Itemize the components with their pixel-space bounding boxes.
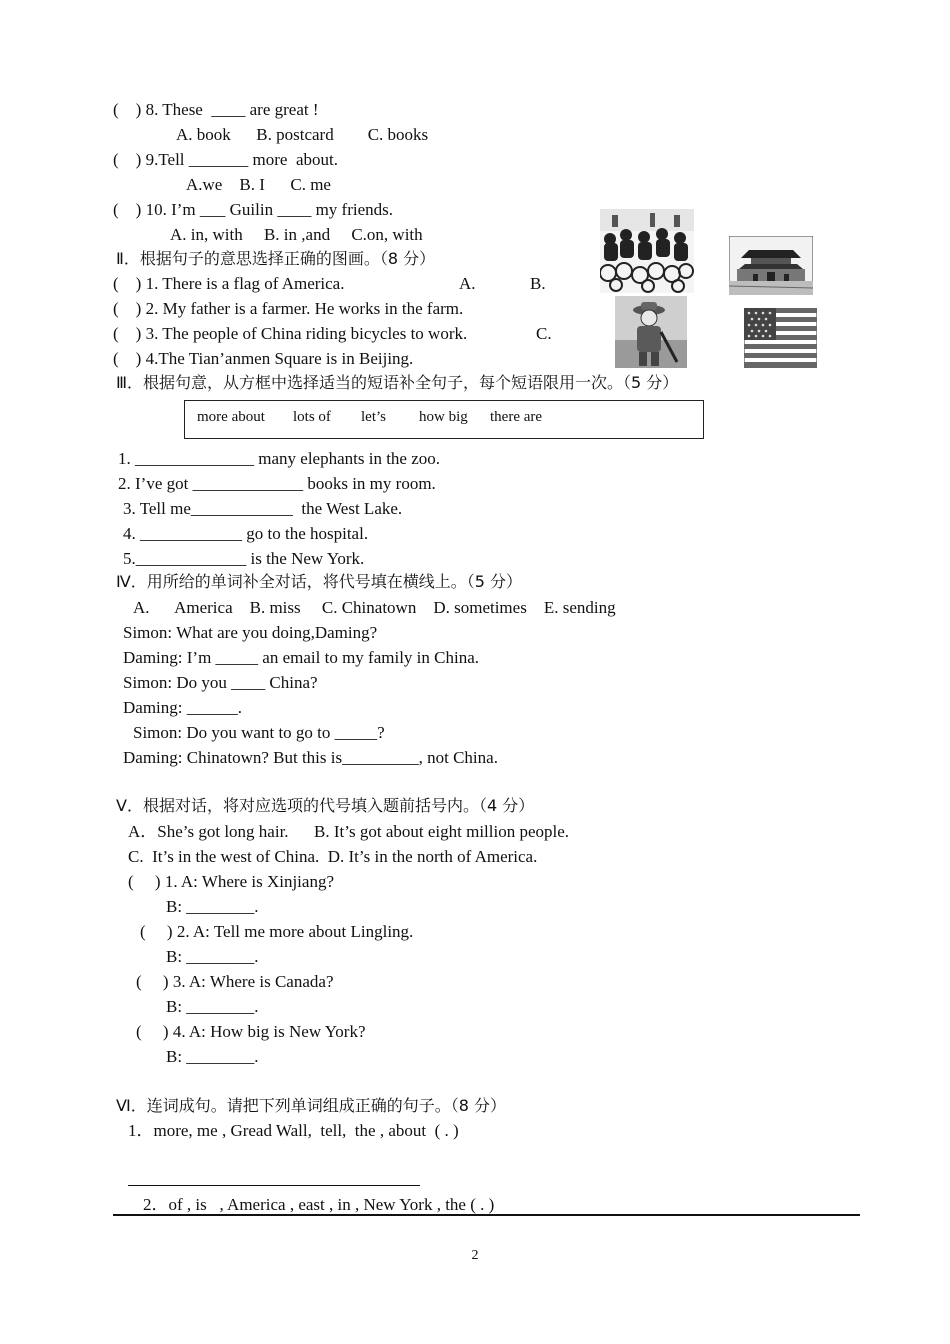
- section-2-item-3: ( ) 3. The people of China riding bicycles to work.: [113, 324, 468, 343]
- question-9-options: A.we B. I C. me: [186, 175, 331, 194]
- section-5-q1: ( ) 1. A: Where is Xinjiang?: [128, 872, 335, 891]
- section-5-a3: B: ________.: [166, 997, 259, 1016]
- dialogue-line-3: Simon: Do you ____ China?: [123, 673, 318, 692]
- question-10-options: A. in, with B. in ,and C.on, with: [170, 225, 423, 244]
- section-3-item-3: 3. Tell me____________ the West Lake.: [123, 499, 403, 518]
- farmer-picture: [615, 296, 687, 368]
- section-5-a2: B: ________.: [166, 947, 259, 966]
- section-5-a4: B: ________.: [166, 1047, 259, 1066]
- section-3-item-5: 5._____________ is the New York.: [123, 549, 365, 568]
- phrase-4: how big: [419, 409, 468, 425]
- section-5-q4: ( ) 4. A: How big is New York?: [136, 1022, 366, 1041]
- page-number: 2: [471, 1248, 479, 1263]
- section-4-options: A. America B. miss C. Chinatown D. sometimes E. sending: [133, 598, 616, 617]
- american-flag-picture: [744, 308, 817, 368]
- section-5-q2: ( ) 2. A: Tell me more about Lingling.: [140, 922, 414, 941]
- picture-label-c: C.: [536, 324, 552, 343]
- section-4-heading: Ⅳ．用所给的单词补全对话，将代号填在横线上。（5 分）: [116, 572, 523, 591]
- section-2-item-2: ( ) 2. My father is a farmer. He works in the farm.: [113, 299, 464, 318]
- answer-line-2: [113, 1214, 860, 1216]
- section-5-heading: Ⅴ．根据对话，将对应选项的代号填入题前括号内。（4 分）: [116, 796, 535, 815]
- question-10: ( ) 10. I’m ___ Guilin ____ my friends.: [113, 200, 393, 219]
- phrase-3: let’s: [361, 409, 386, 425]
- tiananmen-picture: [729, 236, 813, 295]
- question-8-options: A. book B. postcard C. books: [176, 125, 429, 144]
- dialogue-line-1: Simon: What are you doing,Daming?: [123, 623, 378, 642]
- section-3-item-4: 4. ____________ go to the hospital.: [123, 524, 369, 543]
- answer-line-1: [128, 1185, 420, 1186]
- dialogue-line-6: Daming: Chinatown? But this is_________, not China.: [123, 748, 498, 767]
- dialogue-line-2: Daming: I’m _____ an email to my family in China.: [123, 648, 479, 667]
- section-5-options-2: C. It’s in the west of China. D. It’s in the north of America.: [128, 847, 538, 866]
- picture-label-b: B.: [530, 274, 546, 293]
- phrase-5: there are: [490, 409, 543, 425]
- section-6-item-1: 1．more, me , Gread Wall, tell, the , about ( . ): [128, 1121, 459, 1140]
- section-5-q3: ( ) 3. A: Where is Canada?: [136, 972, 334, 991]
- section-6-item-2: 2．of , is , America , east , in , New York , the ( . ): [143, 1195, 495, 1214]
- section-5-a1: B: ________.: [166, 897, 259, 916]
- phrase-1: more about: [197, 409, 265, 425]
- section-6-heading: Ⅵ．连词成句。请把下列单词组成正确的句子。（8 分）: [116, 1096, 507, 1115]
- picture-label-a: A.: [459, 274, 476, 293]
- question-8: ( ) 8. These ____ are great !: [113, 100, 319, 119]
- dialogue-line-5: Simon: Do you want to go to _____?: [133, 723, 385, 742]
- bicycles-picture: [600, 209, 694, 293]
- question-9: ( ) 9.Tell _______ more about.: [113, 150, 338, 169]
- section-2-item-1: ( ) 1. There is a flag of America.: [113, 274, 345, 293]
- section-2-heading: Ⅱ．根据句子的意思选择正确的图画。（8 分）: [116, 249, 436, 268]
- section-2-item-4: ( ) 4.The Tian’anmen Square is in Beijing.: [113, 349, 414, 368]
- section-3-item-1: 1. ______________ many elephants in the zoo.: [118, 449, 441, 468]
- phrase-box: [184, 400, 704, 439]
- phrase-2: lots of: [293, 409, 331, 425]
- section-3-heading: Ⅲ．根据句意，从方框中选择适当的短语补全句子，每个短语限用一次。（5 分）: [116, 373, 679, 392]
- dialogue-line-4: Daming: ______.: [123, 698, 242, 717]
- section-5-options-1: A．She’s got long hair. B. It’s got about eight million people.: [128, 822, 570, 841]
- section-3-item-2: 2. I’ve got _____________ books in my room.: [118, 474, 436, 493]
